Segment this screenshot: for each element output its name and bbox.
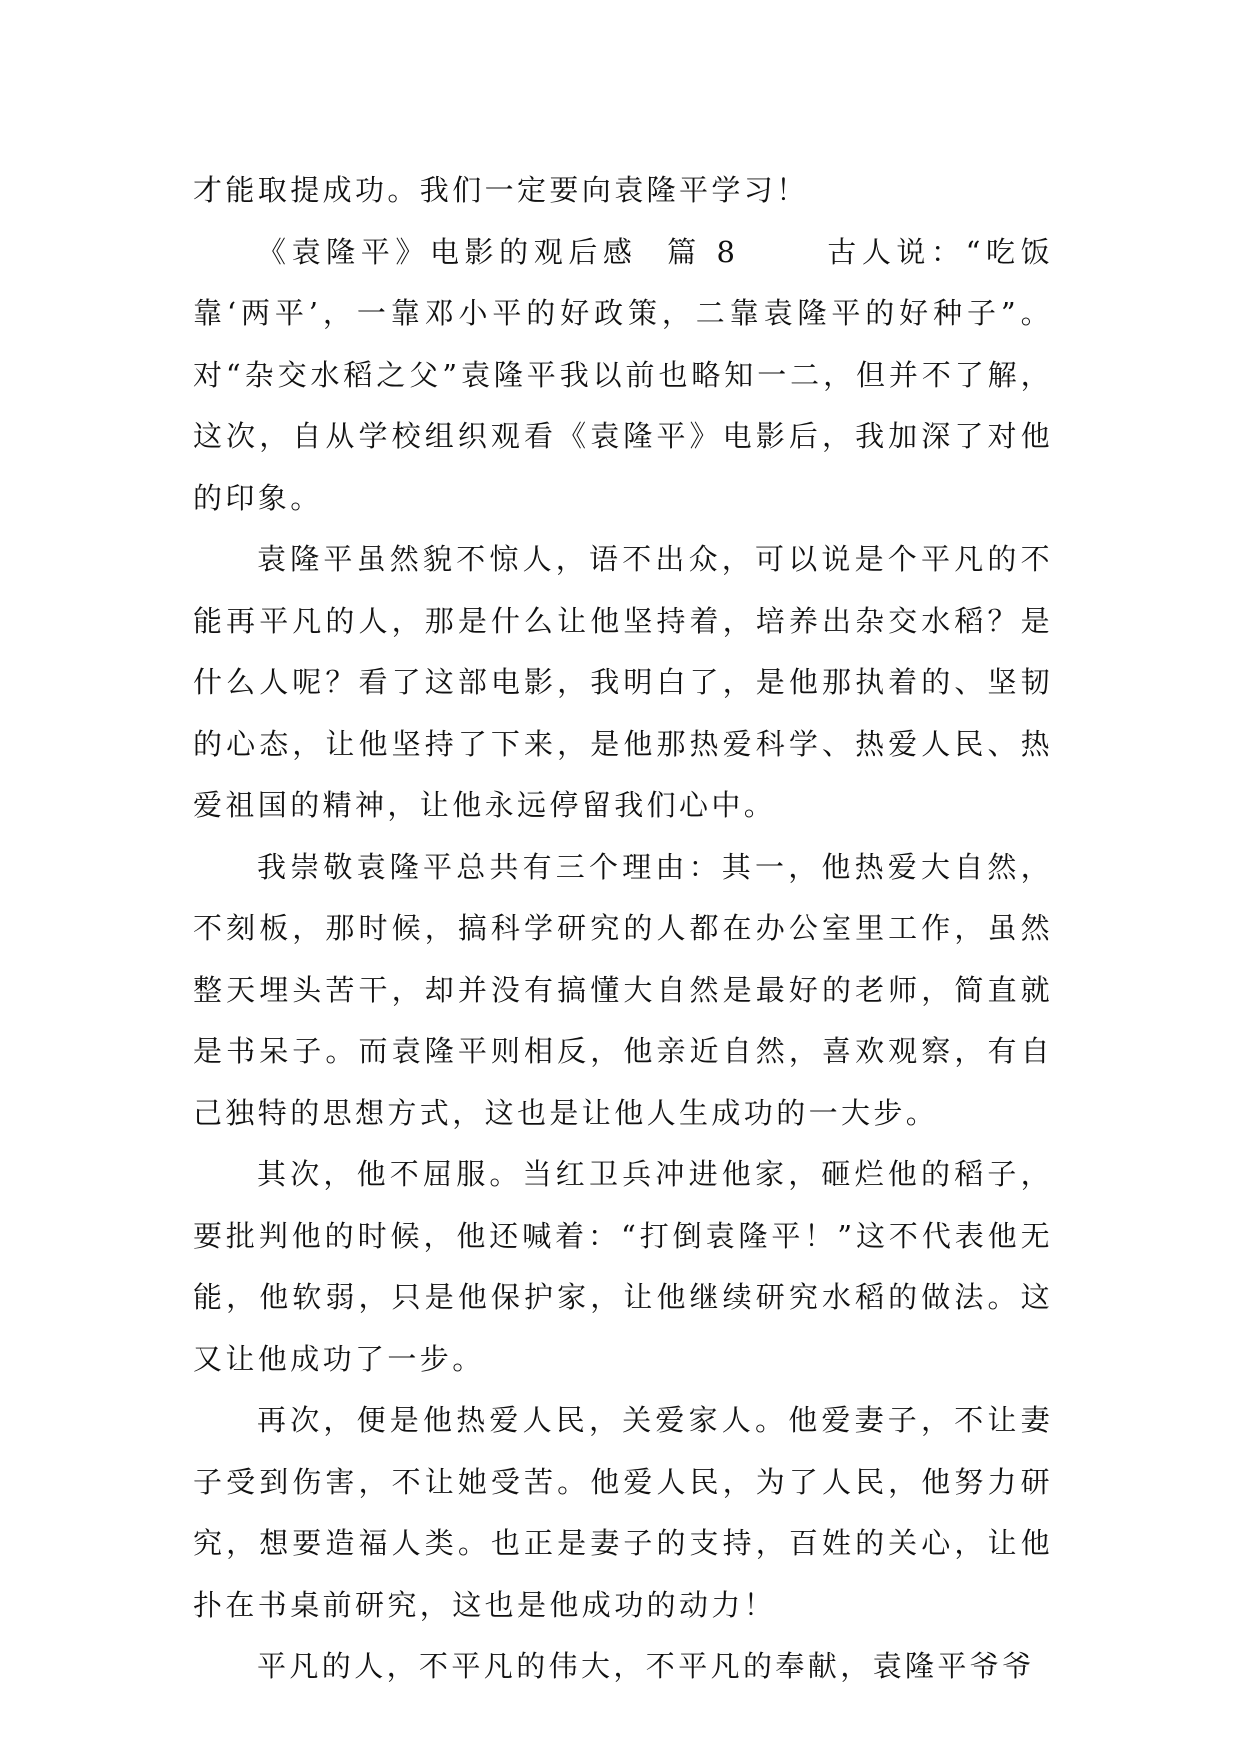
paragraph: 再次，便是他热爱人民，关爱家人。他爱妻子，不让妻子受到伤害，不让她受苦。他爱人民，为了人民，他努力研究，想要造福人类。也正是妻子的支持，百姓的关心，让他扑在书桌前研究，这也是他成功的动力！ [193, 1403, 1053, 1622]
paragraph: 袁隆平虽然貌不惊人，语不出众，可以说是个平凡的不能再平凡的人，那是什么让他坚持着，培养出杂交水稻？是什么人呢？看了这部电影，我明白了，是他那执着的、坚韧的心态，让他坚持了下来，是他那热爱科学、热爱人民、热爱祖国的精神，让他永远停留我们心中。 [193, 542, 1053, 822]
paragraph: 平凡的人，不平凡的伟大，不平凡的奉献，袁隆平爷爷 [257, 1649, 1035, 1683]
paragraph: 其次，他不屈服。当红卫兵冲进他家，砸烂他的稻子，要批判他的时候，他还喊着：“打倒袁隆平！”这不代表他无能，他软弱，只是他保护家，让他继续研究水稻的做法。这又让他成功了一步。 [193, 1157, 1053, 1376]
paragraph: 我崇敬袁隆平总共有三个理由：其一，他热爱大自然，不刻板，那时候，搞科学研究的人都在办公室里工作，虽然整天埋头苦干，却并没有搞懂大自然是最好的老师，简直就是书呆子。而袁隆平则相反，他亲近自然，喜欢观察，有自己独特的思想方式，这也是让他人生成功的一大步。 [193, 849, 1053, 1130]
paragraph-continued: 才能取提成功。我们一定要向袁隆平学习！ [193, 173, 809, 207]
article-body [193, 160, 1053, 1698]
paragraph-section-heading: 《袁隆平》电影的观后感 篇 8 古人说：“吃饭靠‘两平’，一靠邓小平的好政策，二靠袁隆平的好种子”。对“杂交水稻之父”袁隆平我以前也略知一二，但并不了解，这次，自从学校组织观看《袁隆平》电影后，我加深了对他的印象。 [193, 234, 1053, 515]
